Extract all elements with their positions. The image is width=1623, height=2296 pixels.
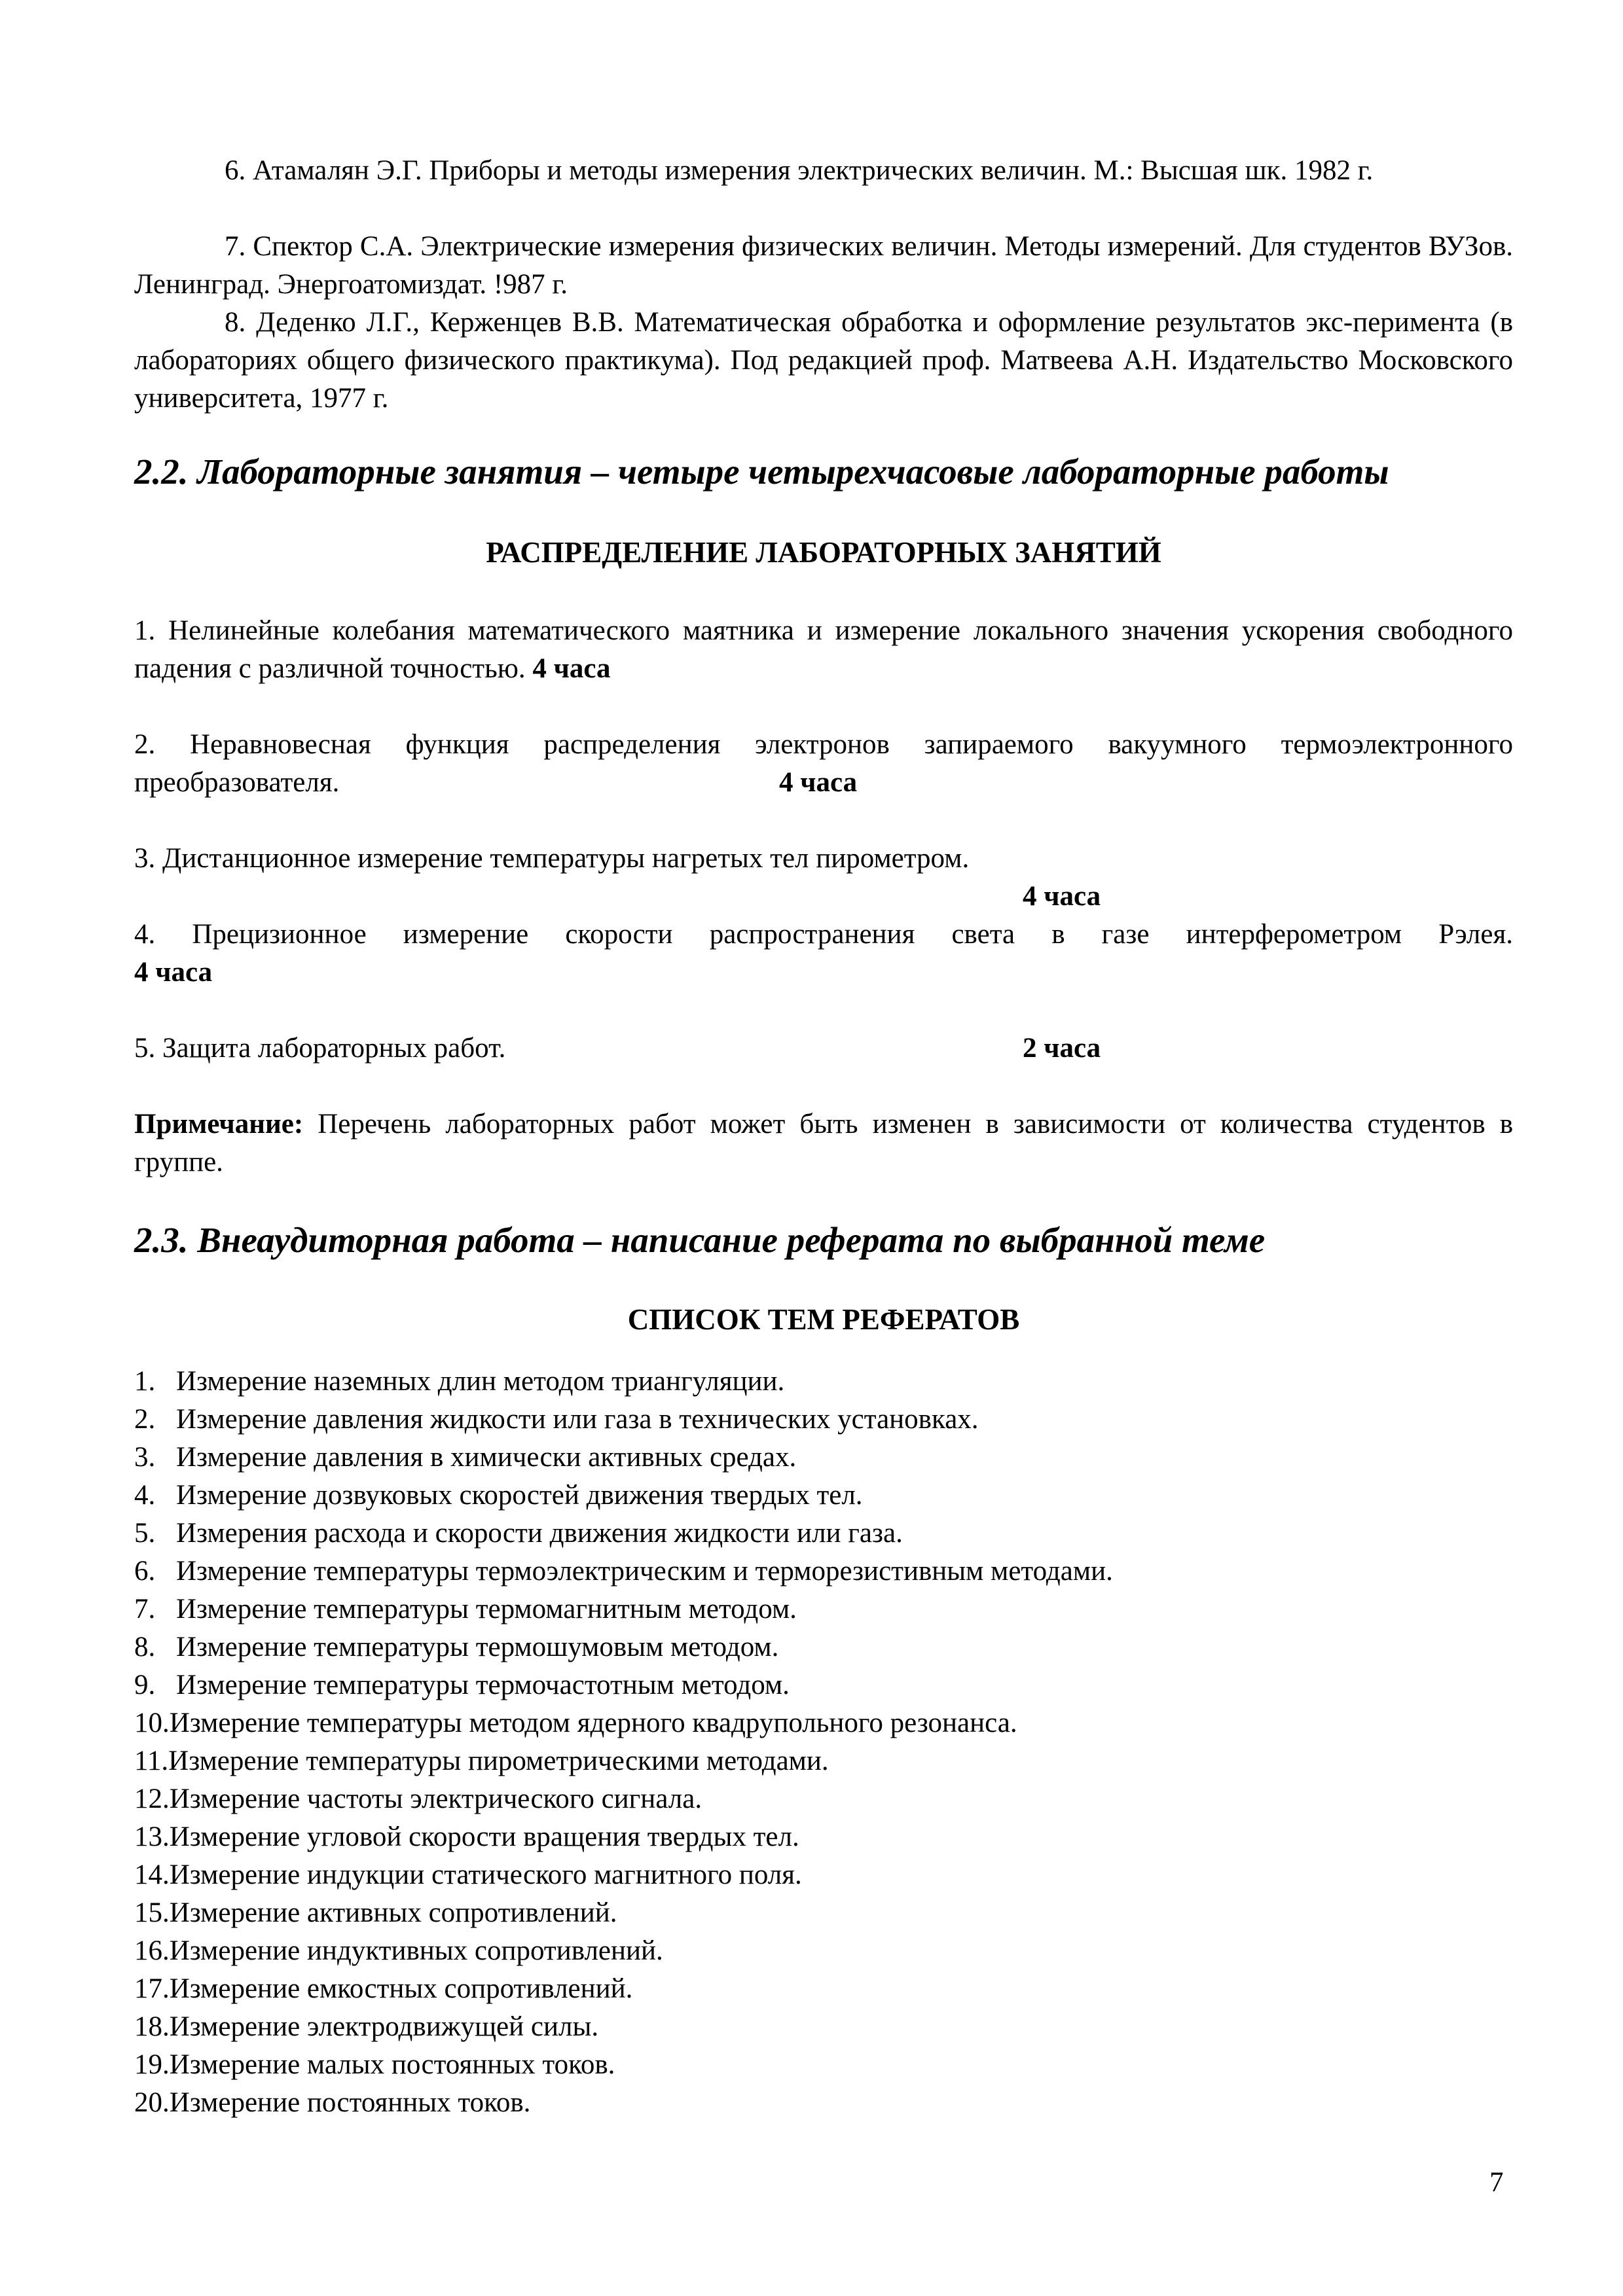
list-item xyxy=(134,2046,1513,2084)
list-item-text: Измерение наземных длин методом триангуляции. xyxy=(176,1366,785,1397)
list-item xyxy=(134,1894,1513,1932)
list-item xyxy=(134,1970,1513,2008)
list-item-text: Измерение давления жидкости или газа в технических установках. xyxy=(176,1404,979,1435)
lab-item-4-hours: 4 часа xyxy=(134,957,213,988)
lab-item-4: 4. Прецизионное измерение скорости распространения света в газе интерферометром Рэлея. xyxy=(134,919,1513,950)
lab-item-5: 5. Защита лабораторных работ. xyxy=(134,1033,506,1064)
essay-topic-list xyxy=(134,1363,1513,2122)
list-item xyxy=(134,1552,1513,1590)
list-item-text: Измерение давления в химически активных средах. xyxy=(176,1442,797,1473)
list-item-text: Измерение температуры термомагнитным методом. xyxy=(176,1594,797,1624)
list-item-text: Измерение температуры термошумовым методом. xyxy=(176,1632,779,1662)
lab-item-1-hours: 4 часа xyxy=(532,653,611,684)
page-number: 7 xyxy=(1489,2167,1504,2198)
reference-7: 7. Спектор С.А. Электрические измерения физических величин. Методы измерений. Для студентов ВУЗов. Ленинград. Энергоатомиздат. !987 г. xyxy=(134,231,1513,300)
list-item-number: 4. xyxy=(134,1480,156,1511)
list-item xyxy=(134,1704,1513,1742)
list-item-number: 19. xyxy=(134,2049,170,2080)
list-item xyxy=(134,2084,1513,2122)
list-item-number: 7. xyxy=(134,1594,156,1624)
list-item-text: Измерение электродвижущей силы. xyxy=(169,2011,599,2042)
list-item xyxy=(134,1515,1513,1552)
list-item xyxy=(134,1628,1513,1666)
list-item xyxy=(134,1818,1513,1856)
list-item-number: 14. xyxy=(134,1859,170,1890)
list-item-text: Измерение малых постоянных токов. xyxy=(169,2049,615,2080)
labs-note xyxy=(134,1105,1513,1181)
list-item-text: Измерение постоянных токов. xyxy=(169,2087,531,2118)
list-item xyxy=(134,1439,1513,1477)
list-item-number: 11. xyxy=(134,1746,169,1776)
list-item-number: 15. xyxy=(134,1897,170,1928)
list-item-text: Измерение угловой скорости вращения твердых тел. xyxy=(169,1821,799,1852)
list-item xyxy=(134,1742,1513,1780)
lab-item-3-hours: 4 часа xyxy=(1023,881,1101,912)
section-heading-labs: 2.2. Лабораторные занятия – четыре четырехчасовые лабораторные работы xyxy=(134,452,1389,492)
lab-item-1-text: 1. Нелинейные колебания математического маятника и измерение локального значения ускорения свободного падения с различной точностью. xyxy=(134,615,1513,684)
list-item-text: Измерения расхода и скорости движения жидкости или газа. xyxy=(176,1518,903,1549)
list-item-number: 6. xyxy=(134,1556,156,1587)
list-item-number: 8. xyxy=(134,1632,156,1662)
list-item-number: 16. xyxy=(134,1935,170,1966)
list-item-text: Измерение температуры пирометрическими методами. xyxy=(168,1746,829,1776)
list-item-text: Измерение температуры термочастотным методом. xyxy=(176,1670,790,1700)
lab-item-5-hours: 2 часа xyxy=(1023,1033,1101,1064)
list-item-text: Измерение активных сопротивлений. xyxy=(169,1897,617,1928)
list-item-number: 1. xyxy=(134,1366,156,1397)
list-item-text: Измерение температуры методом ядерного квадрупольного резонанса. xyxy=(169,1708,1017,1738)
list-item xyxy=(134,1590,1513,1628)
list-item-text: Измерение индуктивных сопротивлений. xyxy=(169,1935,663,1966)
list-item-text: Измерение частоты электрического сигнала. xyxy=(169,1784,702,1814)
list-item-number: 5. xyxy=(134,1518,156,1549)
list-item xyxy=(134,2008,1513,2046)
list-item-number: 9. xyxy=(134,1670,156,1700)
list-item-text: Измерение индукции статического магнитного поля. xyxy=(169,1859,802,1890)
lab-item-1 xyxy=(134,612,1513,688)
reference-8: 8. Деденко Л.Г., Керженцев В.В. Математическая обработка и оформление результатов экс-перимента (в лабораториях общего физического практикума). Под редакцией проф. Матвеева А.Н. Издательство Московского университета, 1977 г. xyxy=(134,307,1513,414)
lab-item-2: 2. Неравновесная функция распределения электронов запираемого вакуумного термоэлектронного преобразователя. xyxy=(134,729,1513,798)
list-item-number: 18. xyxy=(134,2011,170,2042)
essays-subheading: СПИСОК ТЕМ РЕФЕРАТОВ xyxy=(627,1303,1020,1336)
labs-note-text: Перечень лабораторных работ может быть изменен в зависимости от количества студентов в группе. xyxy=(134,1109,1513,1177)
lab-item-2-hours: 4 часа xyxy=(779,767,858,798)
labs-subheading: РАСПРЕДЕЛЕНИЕ ЛАБОРАТОРНЫХ ЗАНЯТИЙ xyxy=(486,536,1161,569)
reference-6: 6. Атамалян Э.Г. Приборы и методы измерения электрических величин. М.: Высшая шк. 1982 г. xyxy=(225,155,1374,186)
list-item xyxy=(134,1363,1513,1401)
list-item-number: 20. xyxy=(134,2087,170,2118)
list-item-number: 17. xyxy=(134,1973,170,2004)
labs-note-label: Примечание: xyxy=(134,1109,304,1139)
list-item-number: 2. xyxy=(134,1404,156,1435)
list-item-number: 12. xyxy=(134,1784,170,1814)
list-item xyxy=(134,1401,1513,1439)
list-item-text: Измерение температуры термоэлектрическим и терморезистивным методами. xyxy=(176,1556,1113,1587)
lab-item-3: 3. Дистанционное измерение температуры нагретых тел пирометром. xyxy=(134,843,970,874)
list-item xyxy=(134,1856,1513,1894)
list-item-number: 10. xyxy=(134,1708,170,1738)
list-item xyxy=(134,1932,1513,1970)
list-item-number: 3. xyxy=(134,1442,156,1473)
list-item-text: Измерение емкостных сопротивлений. xyxy=(169,1973,633,2004)
list-item xyxy=(134,1666,1513,1704)
section-heading-essays: 2.3. Внеаудиторная работа – написание реферата по выбранной теме xyxy=(134,1220,1266,1260)
list-item xyxy=(134,1477,1513,1515)
list-item-number: 13. xyxy=(134,1821,170,1852)
list-item-text: Измерение дозвуковых скоростей движения твердых тел. xyxy=(176,1480,863,1511)
list-item xyxy=(134,1780,1513,1818)
